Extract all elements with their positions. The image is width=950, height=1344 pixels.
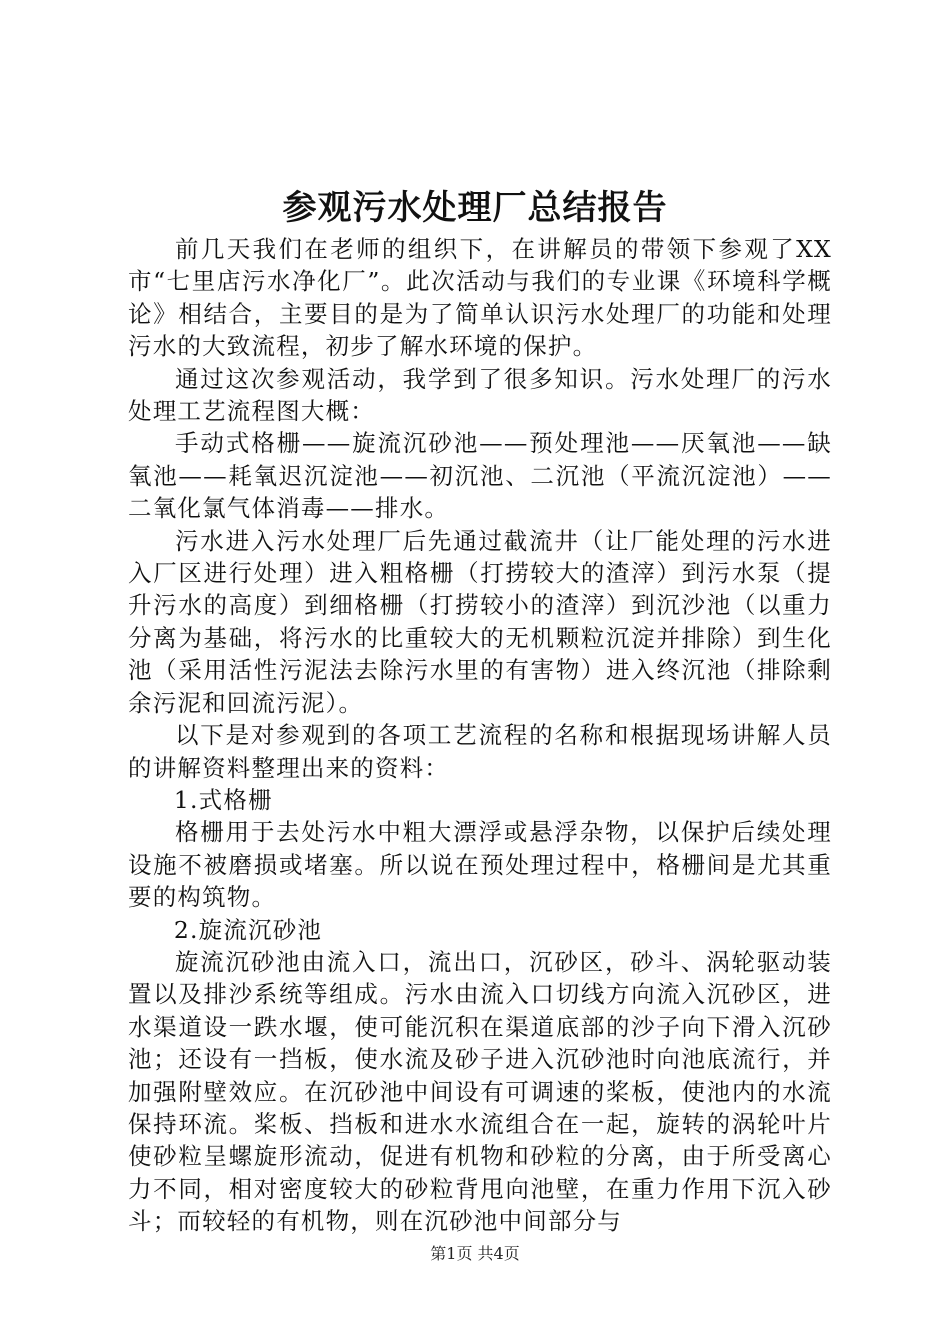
section-heading-grit-chamber: 2.旋流沉砂池 [173,915,323,944]
paragraph-process-flow: 手动式格栅——旋流沉砂池——预处理池——厌氧池——缺氧池——耗氧迟沉淀池——初沉池、二沉池（平流沉淀池）——二氧化氯气体消毒——排水。 [128,429,832,523]
paragraph-learning: 通过这次参观活动，我学到了很多知识。污水处理厂的污水处理工艺流程图大概： [128,364,832,426]
paragraph-materials-intro: 以下是对参观到的各项工艺流程的名称和根据现场讲解人员的讲解资料整理出来的资料： [128,721,832,782]
paragraph-grit-chamber: 旋流沉砂池由流入口，流出口，沉砂区，砂斗、涡轮驱动装置以及排沙系统等组成。污水由流入口切线方向流入沉砂区，进水渠道设一跌水堰，使可能沉积在渠道底部的沙子向下滑入沉砂池；还设有一挡板，使水流及砂子进入沉砂池时向池底流行，并加强附壁效应。在沉砂池中间设有可调速的桨板，使池内的水流保持环流。桨板、挡板和进水水流组合在一起，旋转的涡轮叶片使砂粒呈螺旋形流动，促进有机物和砂粒的分离，由于所受离心力不同，相对密度较大的砂粒背甩向池壁，在重力作用下沉入砂斗；而较轻的有机物，则在沉砂池中间部分与 [128,947,832,1236]
section-heading-grille: 1.式格栅 [173,785,273,814]
paragraph-intro: 前几天我们在老师的组织下，在讲解员的带领下参观了XX市“七里店污水净化厂”。此次活动与我们的专业课《环境科学概论》相结合，主要目的是为了简单认识污水处理厂的功能和处理污水的大致流程，初步了解水环境的保护。 [128,235,832,361]
page-number-footer: 第1页 共4页 [430,1244,520,1263]
document-body [128,233,832,1238]
paragraph-grille: 格栅用于去处污水中粗大漂浮或悬浮杂物，以保护后续处理设施不被磨损或堵塞。所以说在预处理过程中，格栅间是尤其重要的构筑物。 [128,818,832,912]
document-title: 参观污水处理厂总结报告 [282,188,668,228]
paragraph-process-detail: 污水进入污水处理厂后先通过截流井（让厂能处理的污水进入厂区进行处理）进入粗格栅（打捞较大的渣滓）到污水泵（提升污水的高度）到细格栅（打捞较小的渣滓）到沉沙池（以重力分离为基础，将污水的比重较大的无机颗粒沉淀并排除）到生化池（采用活性污泥法去除污水里的有害物）进入终沉池（排除剩余污泥和回流污泥）。 [128,526,832,717]
